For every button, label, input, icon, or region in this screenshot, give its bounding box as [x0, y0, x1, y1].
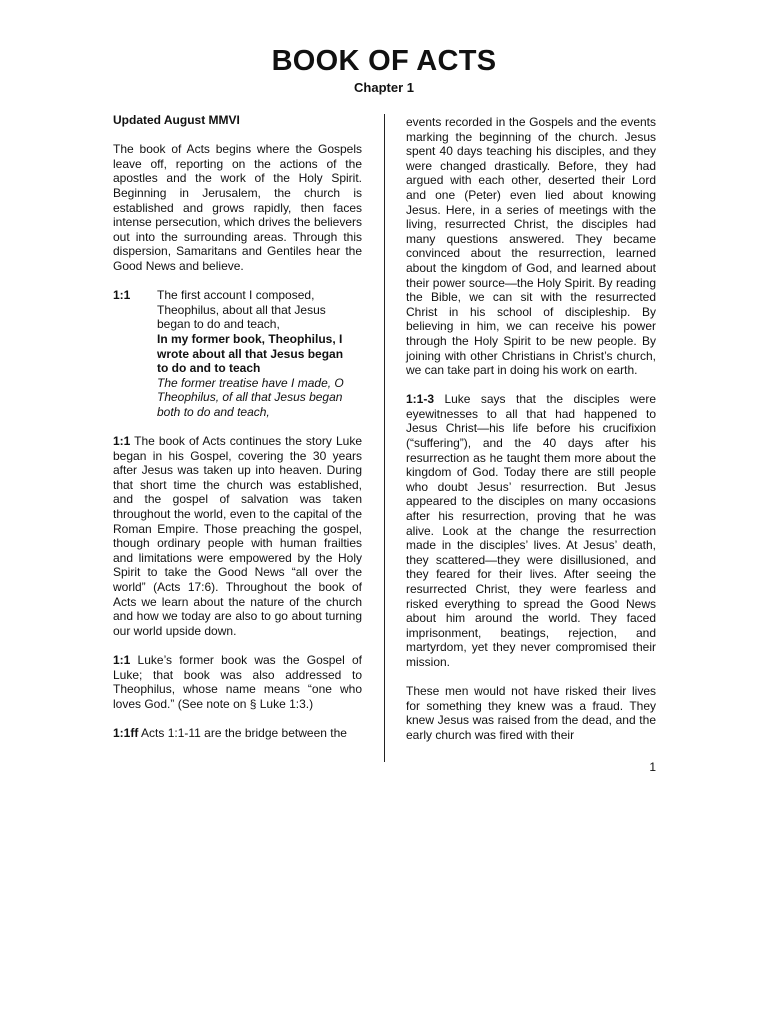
note-ref: 1:1	[113, 434, 131, 449]
note-text: Luke’s former book was the Gospel of Luke; that book was also addressed to Theophilus, whose name means “one who loves God.” (See note on § Luke 1:3.)	[113, 652, 362, 711]
right-column	[406, 115, 656, 757]
verse-ref: 1:1	[113, 288, 131, 303]
verse-version-2: In my former book, Theophilus, I wrote about all that Jesus began to do and to teach	[157, 331, 344, 376]
note-text: Luke says that the disciples were eyewitnesses to all that had happened to Jesus Christ—his life before his crucifixion (“suffering”), and the 40 days after his resurrection as he taught them more about the kingdom of God. Today there are still people who doubt Jesus’ resurrection. But Jesus appeared to the disciples on many occasions after his resurrection, proving that he was alive. Look at the change the resurrection made in the disciples’ lives. At Jesus’ death, they scattered—they were disillusioned, and they feared for their lives. After seeing the resurrected Christ, they were fearless and risked everything to spread the Good News about him around the world. They faced imprisonment, beatings, rejection, and martyrdom, yet they never compromised their mission.	[406, 392, 656, 669]
note-paragraph	[113, 653, 362, 711]
note-ref: 1:1ff	[113, 725, 139, 740]
intro-paragraph: The book of Acts begins where the Gospels leave off, reporting on the actions of the apostles and the work of the Holy Spirit. Beginning in Jerusalem, the church is established and grows rapidly, then faces intense persecution, which drives the believers out into the surrounding areas. Through this dispersion, Samaritans and Gentiles hear the Good News and believe.	[113, 142, 362, 273]
note-ref: 1:1	[113, 652, 131, 667]
closing-paragraph: These men would not have risked their lives for something they knew was a fraud. They knew Jesus was raised from the dead, and the early church was fired with their	[406, 684, 656, 742]
note-paragraph	[113, 434, 362, 638]
verse-version-1: The first account I composed, Theophilus, about all that Jesus began to do and teach,	[157, 288, 326, 332]
note-text: Acts 1:1-11 are the bridge between the	[138, 725, 347, 740]
chapter-heading: Chapter 1	[354, 80, 414, 95]
left-column	[113, 113, 362, 755]
verse-translations	[157, 288, 357, 419]
note-text: The book of Acts continues the story Luke began in his Gospel, covering the 30 years after Jesus was taken up into heaven. During that short time the church was established, and the gospel of salvation was taken throughout the world, even to the capital of the Roman Empire. Those preaching the gospel, though ordinary people with human frailties and limitations were empowered by the Holy Spirit to take the Good News “all over the world” (Acts 17:6). Throughout the book of Acts we learn about the nature of the church and how we today are also to go about turning our world upside down.	[113, 434, 362, 638]
updated-line: Updated August MMVI	[113, 113, 240, 127]
verse-block	[113, 288, 362, 419]
column-divider	[384, 114, 385, 762]
page-title: BOOK OF ACTS	[271, 45, 497, 77]
page-number: 1	[649, 760, 656, 774]
note-ref: 1:1-3	[406, 392, 435, 407]
continuation-paragraph: events recorded in the Gospels and the events marking the beginning of the church. Jesus spent 40 days teaching his disciples, and they were changed drastically. Before, they had argued with each other, deserted their Lord and one (Peter) even lied about knowing Jesus. Here, in a series of meetings with the living, resurrected Christ, the disciples had many questions answered. They became convinced about the resurrection, learned about the kingdom of God, and learned about their power source—the Holy Spirit. By reading the Bible, we can sit with the resurrected Christ in his school of discipleship. By believing in him, we can receive his power through the Holy Spirit to be new people. By joining with other Christians in Christ’s church, we can take part in doing his work on earth.	[406, 115, 656, 378]
verse-version-3: The former treatise have I made, O Theophilus, of all that Jesus began both to do and teach,	[157, 375, 344, 419]
note-paragraph	[406, 392, 656, 669]
note-paragraph	[113, 726, 362, 741]
